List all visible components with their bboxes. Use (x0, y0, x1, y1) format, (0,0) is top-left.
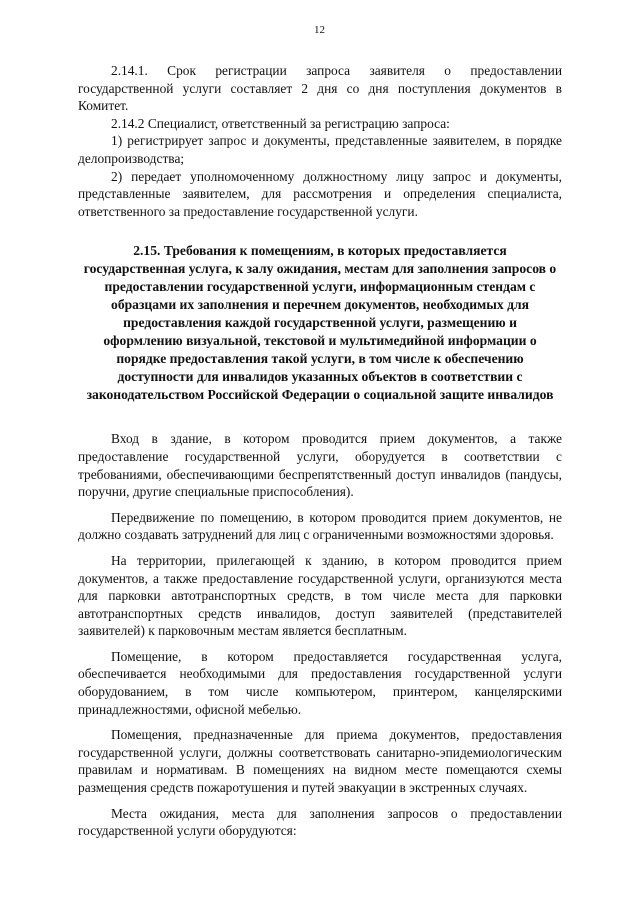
paragraph-waiting-areas: Места ожидания, места для заполнения запросов о предоставлении государственной услуги оборудуются: (78, 805, 562, 839)
page-content (78, 62, 562, 840)
paragraph-2-14-1: 2.14.1. Срок регистрации запроса заявителя о предоставлении государственной услуги составляет 2 дня со дня поступления документов в Комитет. (78, 63, 562, 114)
paragraph-premises: Помещения, предназначенные для приема документов, предоставления государственной услуги, должны соответствовать санитарно-эпидемиологическим правилам и нормативам. В помещениях на видном месте помещаются схемы размещения средств пожаротушения и путей эвакуации в экстренных случаях. (78, 727, 562, 796)
page-number: 12 (314, 24, 325, 36)
paragraph-movement: Передвижение по помещению, в котором проводится прием документов, не должно создавать затруднений для лиц с ограниченными возможностями здоровья. (78, 509, 562, 543)
list-item-1: 1) регистрирует запрос и документы, представленные заявителем, в порядке делопроизводства; (78, 133, 562, 166)
paragraph-parking: На территории, прилегающей к зданию, в котором проводится прием документов, а также предоставление государственной услуги, организуются места для парковки автотранспортных средств, в том числе места для парковки автотранспортных средств инвалидов, доступ заявителей (представителей заявителей) к парковочным местам является бесплатным. (78, 552, 562, 639)
paragraph-2-14-2: 2.14.2 Специалист, ответственный за регистрацию запроса: (111, 115, 450, 131)
list-item-2: 2) передает уполномоченному должностному лицу запрос и документы, представленные заявителем, для рассмотрения и определения специалиста, ответственного за предоставление государственной услуги. (78, 168, 562, 219)
section-heading-2-15: 2.15. Требования к помещениям, в которых предоставляется государственная услуга, к залу ожидания, местам для заполнения запросов о предоставлении государственной услуги, информационным стендам с образцами их заполнения и перечнем документов, необходимых для предоставления каждой государственной услуги, размещению и оформлению визуальной, текстовой и мультимедийной информации о порядке предоставления такой услуги, в том числе к обеспечению доступности для инвалидов указанных объектов в соответствии с законодательством Российской Федерации о социальной защите инвалидов (83, 243, 557, 403)
paragraph-equipment: Помещение, в котором предоставляется государственная услуга, обеспечивается необходимыми для предоставления государственной услуги оборудованием, в том числе компьютером, принтером, канцелярскими принадлежностями, офисной мебелью. (78, 648, 562, 717)
paragraph-entrance: Вход в здание, в котором проводится прием документов, а также предоставление государственной услуги, оборудуется в соответствии с требованиями, обеспечивающими беспрепятственный доступ инвалидов (пандусы, поручни, другие специальные приспособления). (78, 431, 562, 500)
